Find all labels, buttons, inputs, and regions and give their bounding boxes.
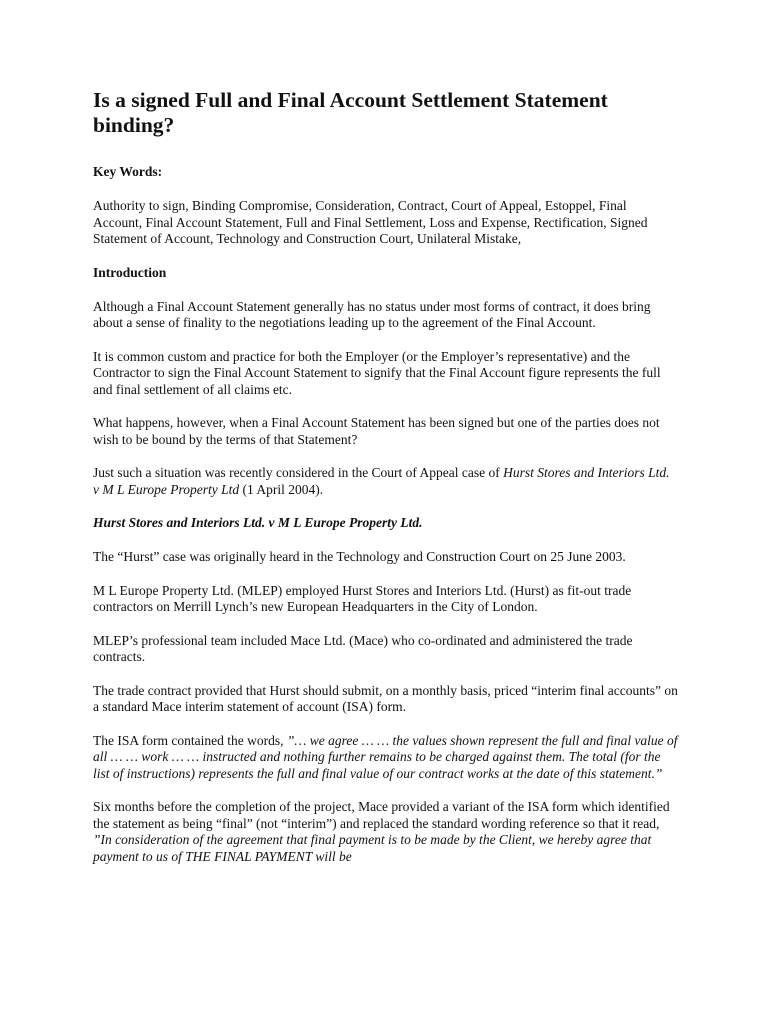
case-citation: Hurst Stores and Interiors Ltd. v M L Europe Property Ltd bbox=[93, 465, 670, 497]
keywords-text: Authority to sign, Binding Compromise, Consideration, Contract, Court of Appeal, Estoppel, Final Account, Final Account Statement, Full and Final Settlement, Loss and Expense, Rectification, Signed Statement of Account, Technology and Construction Court, Unilateral Mistake, bbox=[93, 198, 648, 246]
intro-paragraph-2: It is common custom and practice for both the Employer (or the Employer’s representative) and the Contractor to sign the Final Account Statement to signify that the Final Account figure represents the full and final settlement of all claims etc. bbox=[93, 348, 661, 397]
case-paragraph-2: M L Europe Property Ltd. (MLEP) employed Hurst Stores and Interiors Ltd. (Hurst) as fit-out trade contractors on Merrill Lynch’s new European Headquarters in the City of London. bbox=[93, 582, 632, 614]
final-form-quote: ”In consideration of the agreement that final payment is to be made by the Client, we hereby agree that payment to us of THE FINAL PAYMENT will be bbox=[93, 832, 652, 864]
intro-paragraph-3: What happens, however, when a Final Account Statement has been signed but one of the parties does not wish to be bound by the terms of that Statement? bbox=[93, 415, 660, 447]
case-paragraph-3: MLEP’s professional team included Mace Ltd. (Mace) who co-ordinated and administered the trade contracts. bbox=[93, 632, 633, 664]
intro-paragraph-1: Although a Final Account Statement generally has no status under most forms of contract, it does bring about a sense of finality to the negotiations leading up to the agreement of the Final Account. bbox=[93, 298, 651, 330]
intro-p4-start: Just such a situation was recently considered in the Court of Appeal case of bbox=[93, 465, 504, 480]
intro-p4-end: (1 April 2004). bbox=[239, 481, 324, 497]
document-page bbox=[93, 88, 678, 882]
case-p5-start: The ISA form contained the words, bbox=[93, 732, 287, 748]
case-paragraph-5 bbox=[93, 733, 678, 783]
case-p6-start: Six months before the completion of the project, Mace provided a variant of the ISA form which identified the statement as being “final” (not “interim”) and replaced the standard wording reference so that it read, bbox=[93, 799, 670, 831]
case-paragraph-1: The “Hurst” case was originally heard in the Technology and Construction Court on 25 June 2003. bbox=[93, 549, 626, 564]
keywords-heading: Key Words: bbox=[93, 164, 163, 179]
isa-form-quote: ”… we agree … … the values shown represent the full and final value of all … … work … … instructed and nothing further remains to be charged against them. The total (for the list of instructions) represents the full and final value of our contract works at the date of this statement.” bbox=[93, 732, 678, 781]
case-paragraph-6 bbox=[93, 799, 678, 865]
case-heading: Hurst Stores and Interiors Ltd. v M L Europe Property Ltd. bbox=[93, 515, 423, 530]
intro-paragraph-4 bbox=[93, 465, 678, 498]
case-paragraph-4: The trade contract provided that Hurst should submit, on a monthly basis, priced “interim final accounts” on a standard Mace interim statement of account (ISA) form. bbox=[93, 682, 678, 714]
document-title: Is a signed Full and Final Account Settlement Statement binding? bbox=[93, 88, 608, 137]
introduction-heading: Introduction bbox=[93, 264, 167, 280]
